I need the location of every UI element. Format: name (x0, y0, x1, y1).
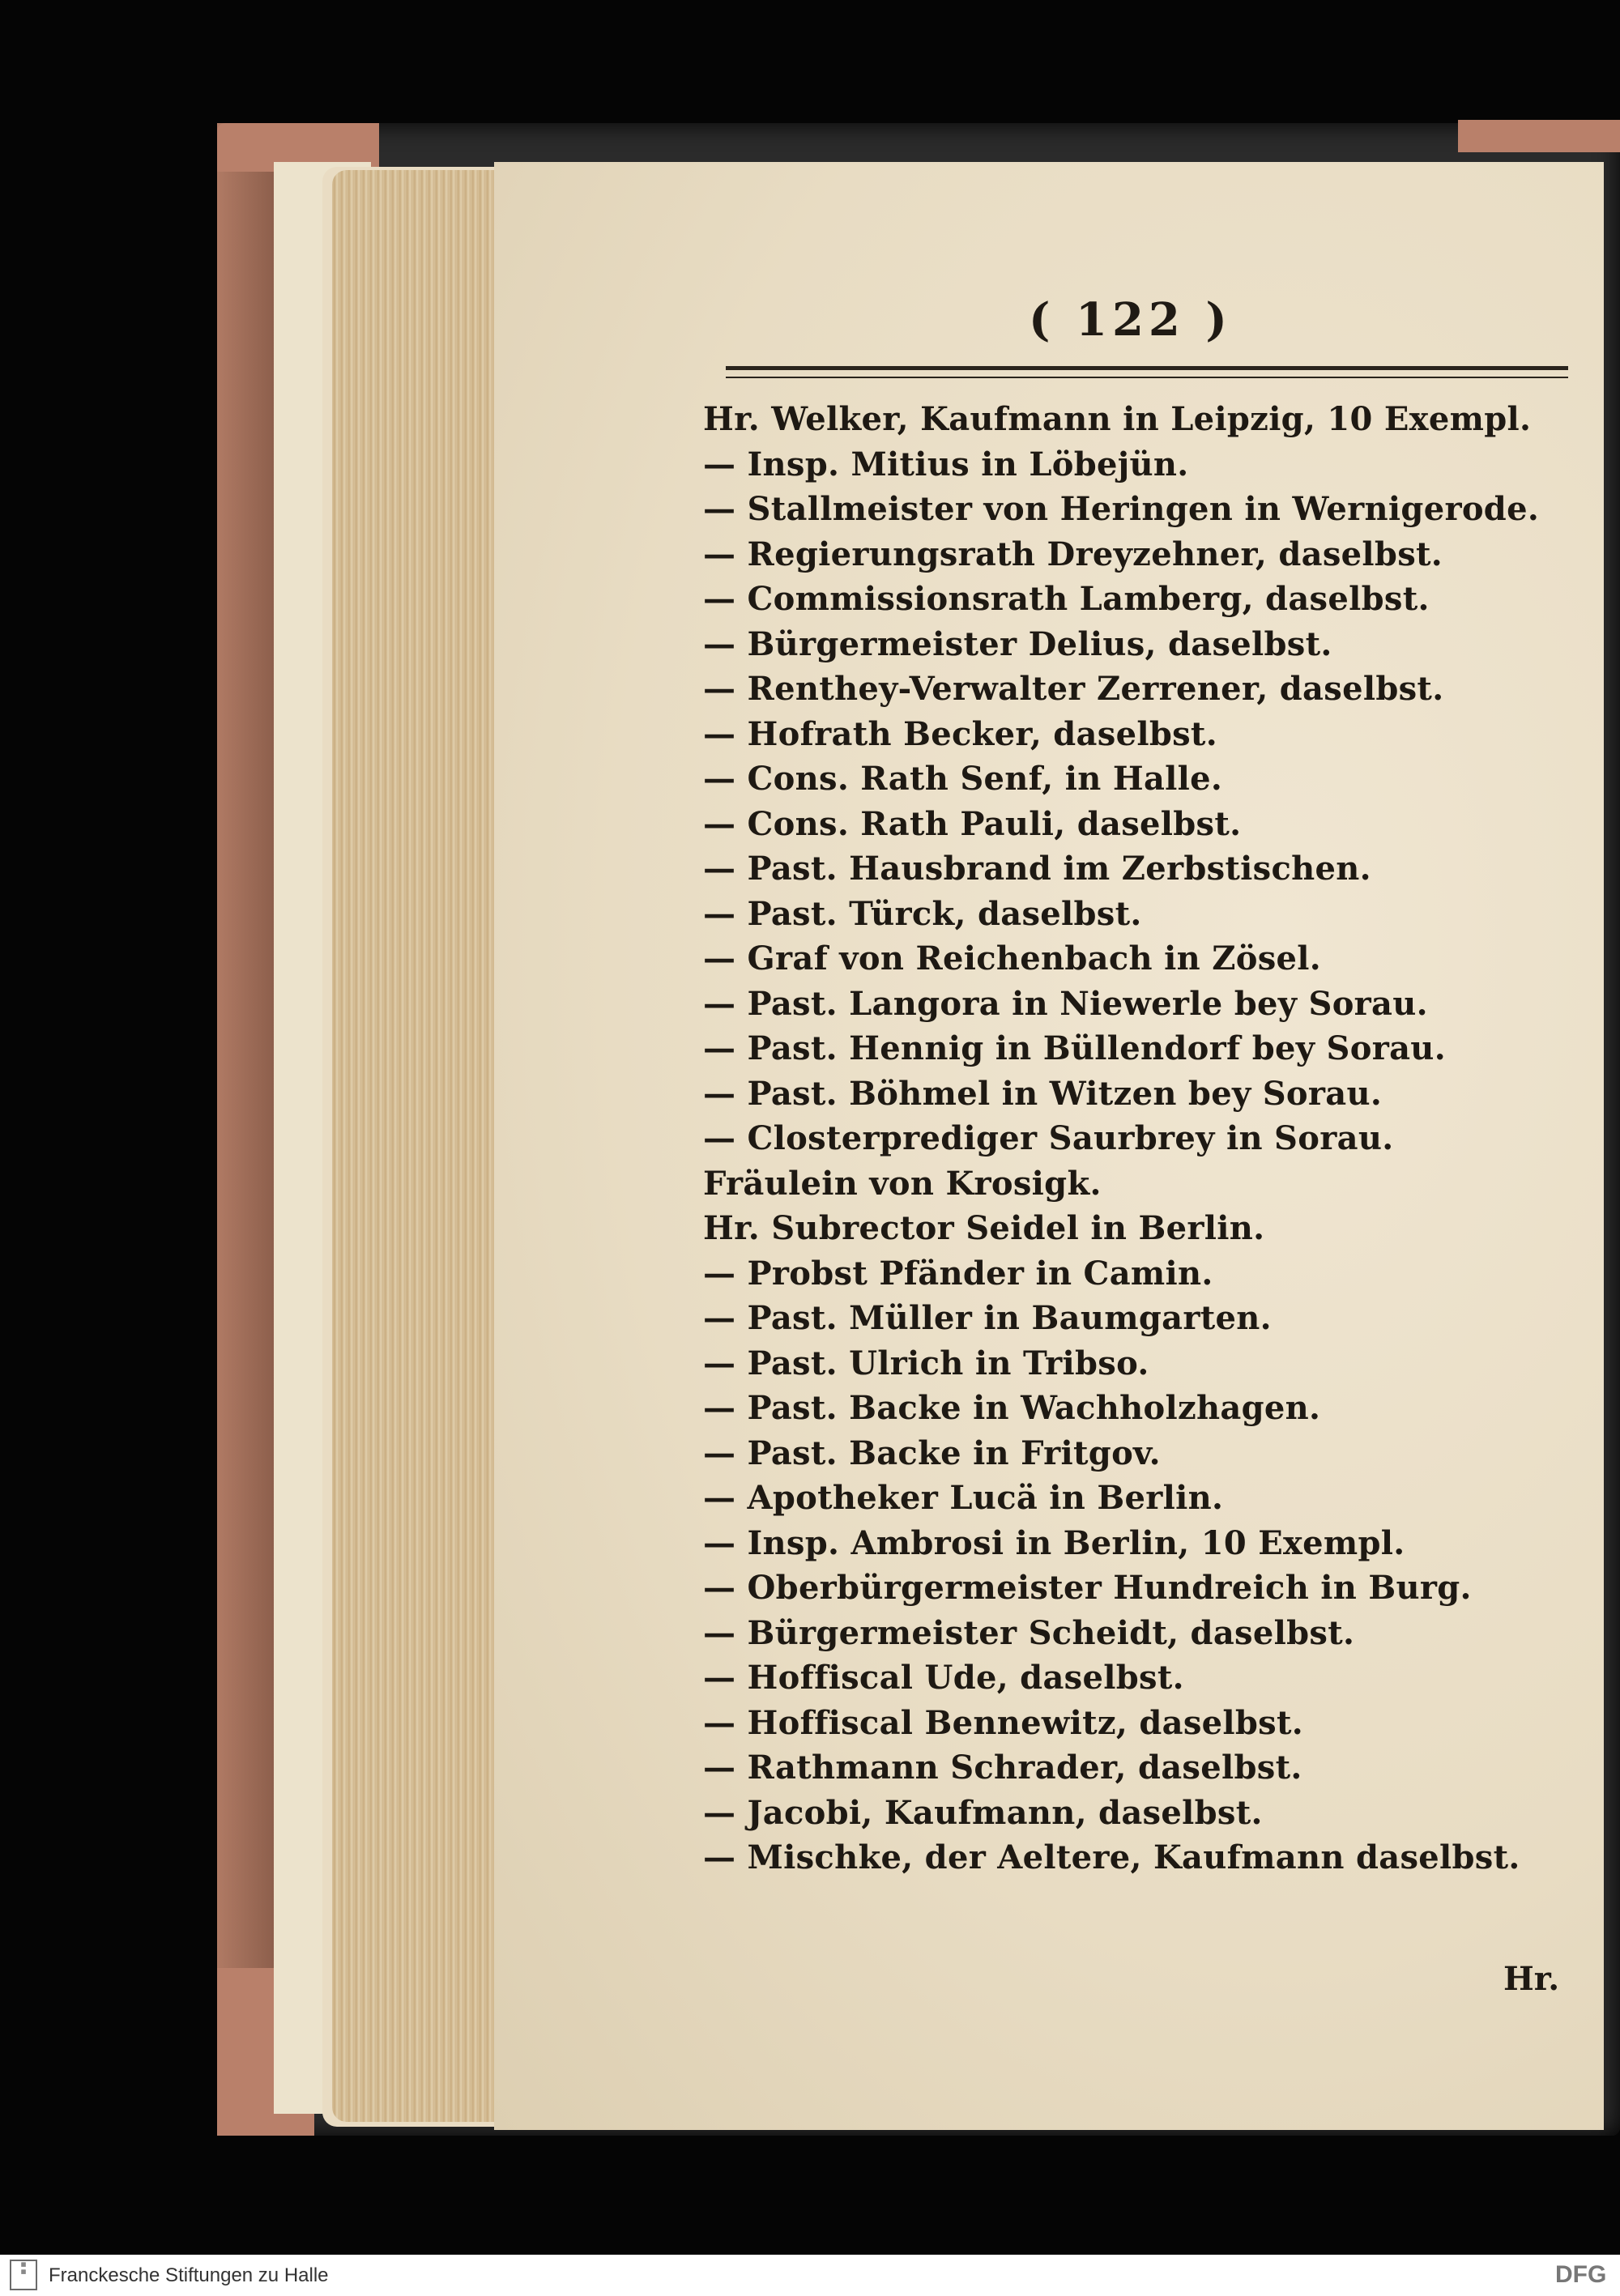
list-item: — Past. Backe in Wachholzhagen. (703, 1389, 1321, 1427)
list-item: — Probst Pfänder in Camin. (703, 1254, 1213, 1293)
list-item: — Past. Hausbrand im Zerbstischen. (703, 850, 1371, 888)
list-item: Hr. Welker, Kaufmann in Leipzig, 10 Exempl. (703, 400, 1532, 438)
page-number: ( 122 ) (1029, 293, 1232, 347)
list-item: — Closterprediger Saurbrey in Sorau. (703, 1119, 1394, 1157)
list-item: — Commissionsrath Lamberg, daselbst. (703, 580, 1430, 618)
list-item: — Jacobi, Kaufmann, daselbst. (703, 1793, 1263, 1832)
list-item: — Mischke, der Aeltere, Kaufmann daselbst. (703, 1838, 1520, 1876)
list-item: — Hofrath Becker, daselbst. (703, 714, 1217, 753)
list-item: — Past. Hennig in Büllendorf bey Sorau. (703, 1029, 1446, 1067)
header-rule (726, 366, 1568, 378)
list-item: — Past. Ulrich in Tribso. (703, 1344, 1149, 1382)
list-item: — Past. Böhmel in Witzen bey Sorau. (703, 1074, 1383, 1113)
list-item: — Insp. Mitius in Löbejün. (703, 445, 1189, 483)
catchword: Hr. (1503, 1960, 1560, 1998)
cover-corner-right (1458, 120, 1620, 152)
list-item: — Apotheker Lucä in Berlin. (703, 1479, 1224, 1517)
list-item: — Hoffiscal Ude, daselbst. (703, 1659, 1184, 1697)
list-item: Hr. Subrector Seidel in Berlin. (703, 1209, 1265, 1247)
institution-logo-icon: ▦ ▦ (10, 2260, 37, 2290)
list-item: — Past. Backe in Fritgov. (703, 1433, 1161, 1472)
list-item: — Renthey-Verwalter Zerrener, daselbst. (703, 670, 1444, 708)
list-item: — Bürgermeister Delius, daselbst. (703, 624, 1332, 663)
list-item: — Past. Müller in Baumgarten. (703, 1299, 1272, 1337)
list-item: — Past. Türck, daselbst. (703, 894, 1142, 933)
list-item: — Rathmann Schrader, daselbst. (703, 1749, 1302, 1787)
list-item: — Regierungsrath Dreyzehner, daselbst. (703, 535, 1443, 573)
subscriber-list (703, 397, 1578, 1881)
footer-credit: Franckesche Stiftungen zu Halle (49, 2264, 329, 2286)
list-item: — Insp. Ambrosi in Berlin, 10 Exempl. (703, 1523, 1405, 1562)
cover-leather-edge (217, 123, 274, 2136)
list-item: — Cons. Rath Senf, in Halle. (703, 760, 1223, 798)
list-item: — Cons. Rath Pauli, daselbst. (703, 804, 1242, 843)
list-item: — Stallmeister von Heringen in Wernigerode. (703, 490, 1540, 528)
list-item: Fräulein von Krosigk. (703, 1164, 1102, 1203)
page-edges (332, 170, 502, 2122)
list-item: — Graf von Reichenbach in Zösel. (703, 939, 1322, 978)
list-item: — Bürgermeister Scheidt, daselbst. (703, 1613, 1355, 1652)
dfg-logo: DFG (1555, 2261, 1607, 2288)
list-item: — Past. Langora in Niewerle bey Sorau. (703, 984, 1428, 1023)
list-item: — Hoffiscal Bennewitz, daselbst. (703, 1703, 1304, 1742)
list-item: — Oberbürgermeister Hundreich in Burg. (703, 1569, 1472, 1607)
